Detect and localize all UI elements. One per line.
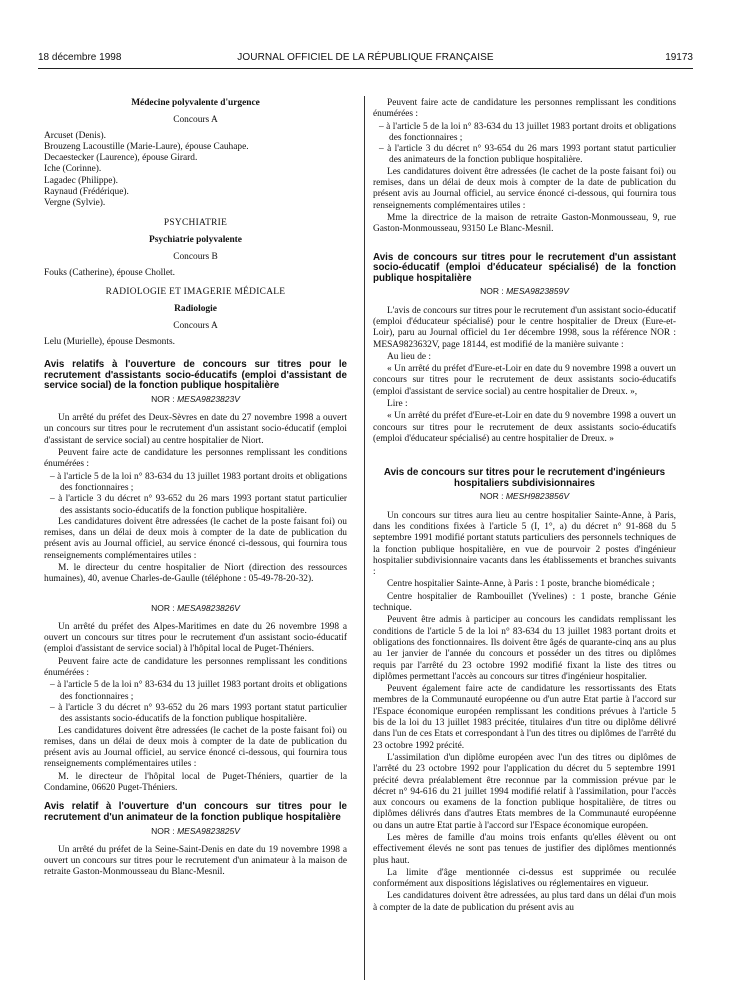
section-subtitle: Psychiatrie polyvalente	[149, 234, 242, 245]
nor-label: NOR :	[479, 491, 504, 502]
paragraph: Les candidatures doivent être adressées (le cachet de la poste faisant foi) ou remises, dans un délai de deux mois à compter de la date de publication du présent avis au Journal officiel, au service énoncé ci-dessous, qui fournira tous renseignements complémentaires utiles :	[44, 516, 347, 561]
list-item: Lagadec (Philippe).	[44, 175, 118, 186]
concours-label: Concours B	[173, 252, 218, 263]
nor-reference	[44, 394, 347, 405]
paragraph: L'assimilation d'un diplôme européen avec l'un des titres ou diplômes de l'arrêté du 23 octobre 1992 pour l'application du décret du 5 septembre 1991 précité devra préalablement être reconnue par la commission prévue par le décret n° 94-616 du 21 juillet 1994 modifié relatif à l'assimilation, pour l'accès aux concours ou examens de la fonction publique hospitalière, de titres ou diplômes délivrés dans d'autres Etats membres de la Communauté européenne ou dans un autre Etat partie à l'accord sur l'Espace économique européen.	[373, 752, 676, 831]
list-item: – à l'article 5 de la loi n° 83-634 du 13 juillet 1983 portant droits et obligations des fonctionnaires ;	[50, 471, 347, 493]
paragraph: Un arrêté du préfet de la Seine-Saint-Denis en date du 19 novembre 1998 a ouvert un concours sur titres pour le recrutement d'un animateur à la maison de retraite Gaston-Monmousseau du Blanc-Mesnil.	[44, 844, 347, 878]
section-title: Médecine polyvalente d'urgence	[131, 98, 260, 108]
nor-reference	[44, 826, 347, 837]
nor-label: NOR :	[151, 393, 175, 404]
column-divider	[364, 96, 365, 980]
paragraph: M. le directeur de l'hôpital local de Puget-Théniers, quartier de la Condamine, 06620 Puget-Théniers.	[44, 771, 347, 794]
notice-title: Avis relatifs à l'ouverture de concours sur titres pour le recrutement d'assistants socio-éducatifs (emploi d'assistant de service social) de la fonction publique hospitalière	[44, 359, 347, 392]
nor-label: NOR :	[480, 286, 504, 297]
list-item: Lelu (Murielle), épouse Desmonts.	[44, 336, 175, 347]
paragraph: Lire :	[387, 399, 408, 410]
paragraph: Peuvent être admis à participer au concours les candidats remplissant les conditions de l'article 5 de la loi n° 83-634 du 13 juillet 1983 portant droits et obligations des fonctionnaires. Ils doivent être âgés de quarante-cinq ans au plus au 1er janvier de l'année du concours et posséder un des titres ou diplômes requis par l'arrêté du 23 octobre 1992 modifié fixant la liste des titres ou diplômes permettant l'accès au concours sur titres d'ingénieur hospitalier.	[373, 615, 676, 682]
nor-reference	[373, 286, 676, 297]
section-title: PSYCHIATRIE	[163, 217, 228, 228]
list-item: – à l'article 3 du décret n° 93-652 du 26 mars 1993 portant statut particulier des assistants socio-éducatifs de la fonction publique hospitalière.	[50, 494, 347, 516]
list-item: Decaestecker (Laurence), épouse Girard.	[44, 153, 198, 164]
names-list	[44, 131, 347, 210]
quote: « Un arrêté du préfet d'Eure-et-Loir en date du 9 novembre 1998 a ouvert un concours sur titres pour le recrutement de deux assistants socio-éducatifs (emploi d'éducateur spécialisé) au centre hospitalier de Dreux. »	[373, 411, 676, 444]
notice-title: Avis de concours sur titres pour le recrutement d'un assistant socio-éducatif (emploi d'éducateur spécialisé) de la fonction publique hospitalière	[373, 251, 676, 284]
paragraph: Un concours sur titres aura lieu au centre hospitalier Sainte-Anne, à Paris, dans les conditions fixées à l'article 5 (I, 1°, a) du décret n° 91-868 du 5 septembre 1991 modifié portant statuts particuliers des personnels techniques de la fonction publique hospitalière, en vue de pourvoir 2 postes d'ingénieur hospitalier subdivisionnaire vacants dans les établissements et branches suivants :	[373, 510, 676, 578]
nor-code: MESA9823859V	[506, 286, 569, 297]
list-item: – à l'article 3 du décret n° 93-654 du 26 mars 1993 portant statut particulier des animateurs de la fonction publique hospitalière.	[379, 144, 676, 166]
left-column	[44, 98, 347, 880]
nor-code: MESA9823825V	[177, 825, 240, 836]
quote: « Un arrêté du préfet d'Eure-et-Loir en date du 9 novembre 1998 a ouvert un concours sur titres pour le recrutement de deux assistants socio-éducatifs (emploi d'assistant de service social) au centre hospitalier de Dreux. »,	[373, 364, 676, 397]
nor-label: NOR :	[151, 602, 175, 613]
list-item: Arcuset (Denis).	[44, 130, 106, 141]
paragraph: Centre hospitalier de Rambouillet (Yvelines) : 1 poste, branche Génie technique.	[373, 591, 676, 614]
nor-reference	[373, 491, 676, 502]
header-rule	[38, 68, 693, 69]
list-item: Brouzeng Lacoustille (Marie-Laure), épouse Cauhape.	[44, 141, 249, 152]
nor-reference	[44, 603, 347, 614]
paragraph: Les candidatures doivent être adressées (le cachet de la poste faisant foi) ou remises, dans un délai de deux mois à compter de la date de publication du présent avis au Journal officiel, au service énoncé ci-dessous, qui fournira tous renseignements complémentaires utiles :	[373, 166, 676, 211]
paragraph: Un arrêté du préfet des Alpes-Maritimes en date du 26 novembre 1998 a ouvert un concours sur titres pour le recrutement d'un assistant socio-éducatif (emploi d'assistant de service social) à l'hôpital local de Puget-Théniers.	[44, 621, 347, 655]
paragraph: Au lieu de :	[387, 351, 432, 362]
nor-code: MESA9823823V	[177, 393, 240, 404]
list-item: – à l'article 3 du décret n° 93-652 du 26 mars 1993 portant statut particulier des assistants socio-éducatifs de la fonction publique hospitalière.	[50, 702, 347, 725]
paragraph: Centre hospitalier Sainte-Anne, à Paris : 1 poste, branche biomédicale ;	[387, 579, 655, 590]
paragraph: Peuvent également faire acte de candidature les ressortissants des Etats membres de la Communauté européenne ou d'un autre Etat partie à l'accord sur l'Espace économique européen remplissant les conditions prévues à l'article 5 bis de la loi du 13 juillet 1983 précitée, titulaires d'un titre ou diplôme délivré dans l'un de ces Etats et correspondant à l'un des titres ou diplômes de l'arrêté du 23 octobre 1992 précité.	[373, 684, 676, 751]
list-item: Vergne (Sylvie).	[44, 198, 106, 209]
header-date: 18 décembre 1998	[38, 52, 122, 63]
list-item: Iche (Corinne).	[44, 164, 102, 175]
section-subtitle: Radiologie	[174, 304, 217, 315]
section-title: RADIOLOGIE ET IMAGERIE MÉDICALE	[105, 286, 286, 297]
list-item: – à l'article 5 de la loi n° 83-634 du 13 juillet 1983 portant droits et obligations des fonctionnaires ;	[379, 121, 676, 143]
header-journal-title: JOURNAL OFFICIEL DE LA RÉPUBLIQUE FRANÇAISE	[237, 52, 494, 63]
paragraph: L'avis de concours sur titres pour le recrutement d'un assistant socio-éducatif (emploi d'éducateur spécialisé) pour le centre hospitalier de Dreux (Eure-et-Loir), paru au Journal officiel du 1er décembre 1998, sous la référence NOR : MESA9823632V, page 18144, est modifié de la manière suivante :	[373, 305, 676, 350]
concours-label: Concours A	[173, 321, 218, 332]
list-item: Raynaud (Frédérique).	[44, 187, 129, 198]
list-item: – à l'article 5 de la loi n° 83-634 du 13 juillet 1983 portant droits et obligations des fonctionnaires ;	[50, 680, 347, 702]
notice-title: Avis de concours sur titres pour le recrutement d'ingénieurs hospitaliers subdivisionnaires	[383, 467, 666, 489]
paragraph: Peuvent faire acte de candidature les personnes remplissant les conditions énumérées :	[44, 448, 347, 470]
paragraph: La limite d'âge mentionnée ci-dessus est supprimée ou reculée conformément aux dispositions législatives ou réglementaires en vigueur.	[373, 867, 676, 890]
list-item: Fouks (Catherine), épouse Chollet.	[44, 267, 175, 278]
nor-code: MESA9823826V	[177, 602, 240, 613]
notice-title: Avis relatif à l'ouverture d'un concours sur titres pour le recrutement d'un animateur de la fonction publique hospitalière	[44, 801, 347, 823]
paragraph: M. le directeur du centre hospitalier de Niort (direction des ressources humaines), 40, avenue Charles-de-Gaulle (téléphone : 05-49-78-20-32).	[44, 562, 347, 585]
page-header	[38, 52, 693, 68]
paragraph: Peuvent faire acte de candidature les personnes remplissant les conditions énumérées :	[373, 98, 676, 120]
paragraph: Les candidatures doivent être adressées (le cachet de la poste faisant foi) ou remises, dans un délai de deux mois à compter de la date de publication du présent avis au Journal officiel, au service énoncé ci-dessous, qui fournira tous renseignements complémentaires utiles :	[44, 725, 347, 770]
paragraph: Les candidatures doivent être adressées, au plus tard dans un délai d'un mois à compter de la date de publication du présent avis au	[373, 891, 676, 913]
nor-label: NOR :	[151, 825, 175, 836]
paragraph: Peuvent faire acte de candidature les personnes remplissant les conditions énumérées :	[44, 656, 347, 679]
header-page-number: 19173	[665, 52, 693, 63]
paragraph: Mme la directrice de la maison de retraite Gaston-Monmousseau, 9, rue Gaston-Monmousseau, 93150 Le Blanc-Mesnil.	[373, 212, 676, 235]
paragraph: Les mères de famille d'au moins trois enfants qu'elles élèvent ou ont effectivement élevés ne sont pas tenues de justifier des diplômes mentionnés plus haut.	[373, 833, 676, 866]
paragraph: Un arrêté du préfet des Deux-Sèvres en date du 27 novembre 1998 a ouvert un concours sur titres pour le recrutement d'un assistant socio-éducatif (emploi d'assistant de service social) au centre hospitalier de Niort.	[44, 413, 347, 446]
concours-label: Concours A	[173, 115, 218, 126]
right-column	[373, 98, 676, 915]
nor-code: MESH9823856V	[505, 491, 570, 502]
